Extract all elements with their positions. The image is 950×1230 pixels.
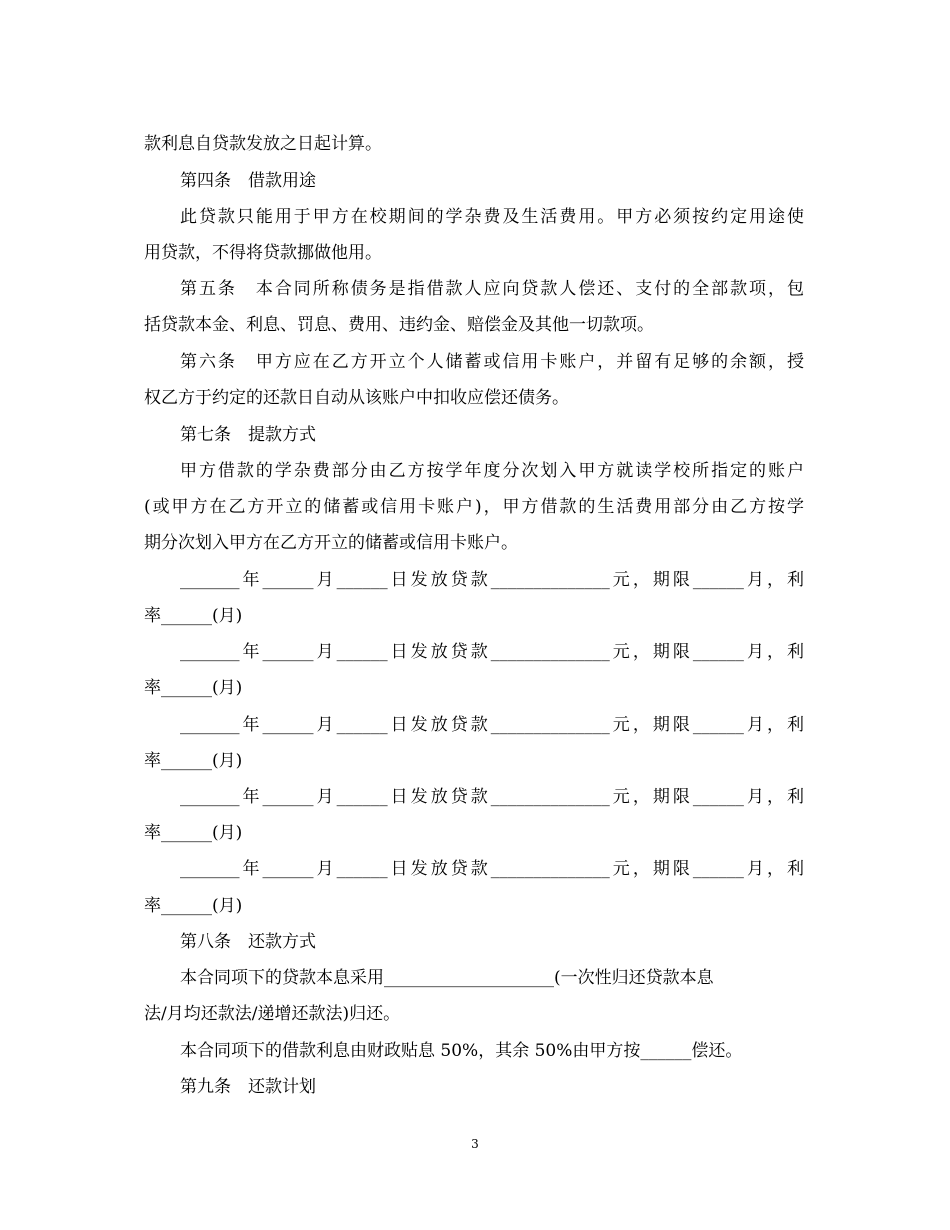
article-heading: 第九条 还款计划	[180, 1077, 316, 1097]
text-line: (或甲方在乙方开立的储蓄或信用卡账户)，甲方借款的生活费用部分由乙方按学	[144, 497, 804, 517]
text-line: 第六条 甲方应在乙方开立个人储蓄或信用卡账户，并留有足够的余额，授	[180, 352, 804, 372]
text-line: 此贷款只能用于甲方在校期间的学杂费及生活费用。甲方必须按约定用途使	[180, 207, 804, 227]
loan-disbursement-line: _______年______月______日发放贷款______________元，期限______月，利	[180, 859, 804, 879]
text-line: 本合同项下的贷款本息采用____________________(一次性归还贷款本息	[180, 968, 714, 988]
text-line: 权乙方于约定的还款日自动从该账户中扣收应偿还债务。	[144, 388, 569, 408]
loan-disbursement-line: _______年______月______日发放贷款______________元，期限______月，利	[180, 570, 804, 590]
text-line: 甲方借款的学杂费部分由乙方按学年度分次划入甲方就读学校所指定的账户	[180, 461, 804, 481]
text-line: 括贷款本金、利息、罚息、费用、违约金、赔偿金及其他一切款项。	[144, 315, 654, 335]
text-line: 期分次划入甲方在乙方开立的储蓄或信用卡账户。	[144, 533, 518, 553]
article-heading: 第四条 借款用途	[180, 171, 316, 191]
loan-disbursement-line: _______年______月______日发放贷款______________元，期限______月，利	[180, 642, 804, 662]
article-heading: 第七条 提款方式	[180, 425, 316, 445]
loan-rate-line: 率______(月)	[144, 606, 243, 626]
page-number: 3	[471, 1137, 479, 1151]
article-heading: 第八条 还款方式	[180, 932, 316, 952]
text-line: 法/月均还款法/递增还款法)归还。	[144, 1004, 401, 1024]
loan-rate-line: 率______(月)	[144, 751, 243, 771]
loan-rate-line: 率______(月)	[144, 896, 243, 916]
text-line: 用贷款，不得将贷款挪做他用。	[144, 243, 382, 263]
loan-rate-line: 率______(月)	[144, 823, 243, 843]
text-line: 第五条 本合同所称债务是指借款人应向贷款人偿还、支付的全部款项，包	[180, 279, 804, 299]
loan-disbursement-line: _______年______月______日发放贷款______________元，期限______月，利	[180, 715, 804, 735]
loan-rate-line: 率______(月)	[144, 678, 243, 698]
text-line: 本合同项下的借款利息由财政贴息 50%，其余 50%由甲方按______偿还。	[180, 1041, 743, 1061]
loan-disbursement-line: _______年______月______日发放贷款______________元，期限______月，利	[180, 787, 804, 807]
text-line: 款利息自贷款发放之日起计算。	[144, 134, 382, 154]
